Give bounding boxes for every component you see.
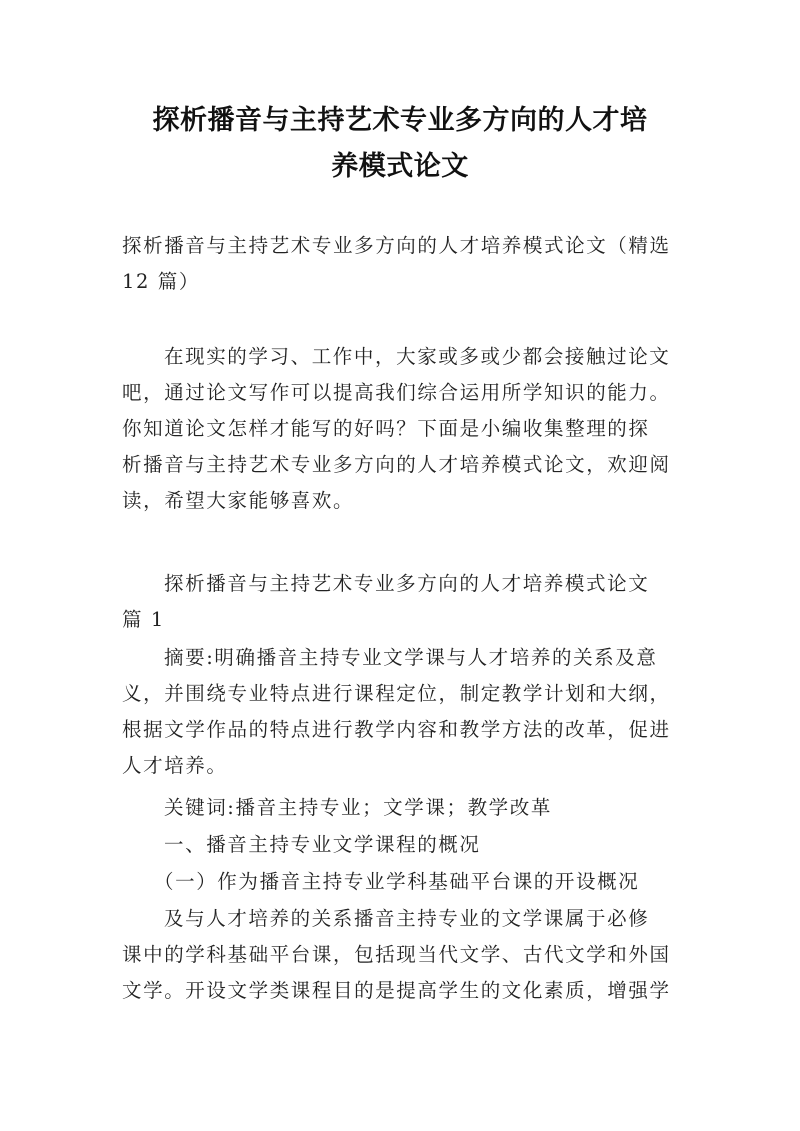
body-paragraph <box>122 901 688 1009</box>
abstract-paragraph <box>122 640 688 784</box>
heading-1-text: 一、播音主持专业文学课程的概况 <box>164 833 481 856</box>
abstract-line: 摘要:明确播音主持专业文学课与人才培养的关系及意 <box>164 646 658 669</box>
heading-1 <box>122 827 688 863</box>
para-line: 文学。开设文学类课程目的是提高学生的文化素质，增强学 <box>122 979 671 1002</box>
section-heading-line-1: 探析播音与主持艺术专业多方向的人才培养模式论文 <box>164 572 650 595</box>
intro-line: 读，希望大家能够喜欢。 <box>122 489 355 512</box>
title-line-2: 养模式论文 <box>331 151 469 182</box>
section-heading-line-2: 篇 1 <box>122 608 165 631</box>
heading-1-1-text: （一）作为播音主持专业学科基础平台课的开设概况 <box>154 870 640 893</box>
title-line-1: 探析播音与主持艺术专业多方向的人才培 <box>152 105 648 136</box>
heading-1-1 <box>122 864 688 900</box>
intro-line: 在现实的学习、工作中，大家或多或少都会接触过论文 <box>164 345 671 368</box>
abstract-line: 根据文学作品的特点进行教学内容和教学方法的改革，促进 <box>122 718 671 741</box>
document-title <box>100 98 700 190</box>
subtitle-line-1: 探析播音与主持艺术专业多方向的人才培养模式论文（精选 <box>122 234 671 257</box>
abstract-line: 人才培养。 <box>122 754 228 777</box>
keywords-line <box>122 790 688 826</box>
intro-paragraph <box>122 339 688 519</box>
subtitle-line-2: 12 篇） <box>122 270 201 293</box>
para-line: 及与人才培养的关系播音主持专业的文学课属于必修 <box>164 907 650 930</box>
section-heading <box>122 566 688 638</box>
intro-line: 吧，通过论文写作可以提高我们综合运用所学知识的能力。 <box>122 381 671 404</box>
keywords-text: 关键词:播音主持专业；文学课；教学改革 <box>164 796 552 819</box>
abstract-line: 义，并围绕专业特点进行课程定位，制定教学计划和大纲， <box>122 682 671 705</box>
intro-line: 析播音与主持艺术专业多方向的人才培养模式论文，欢迎阅 <box>122 453 671 476</box>
para-line: 课中的学科基础平台课，包括现当代文学、古代文学和外国 <box>122 943 671 966</box>
intro-line: 你知道论文怎样才能写的好吗？下面是小编收集整理的探 <box>122 417 650 440</box>
document-subtitle <box>122 228 688 300</box>
